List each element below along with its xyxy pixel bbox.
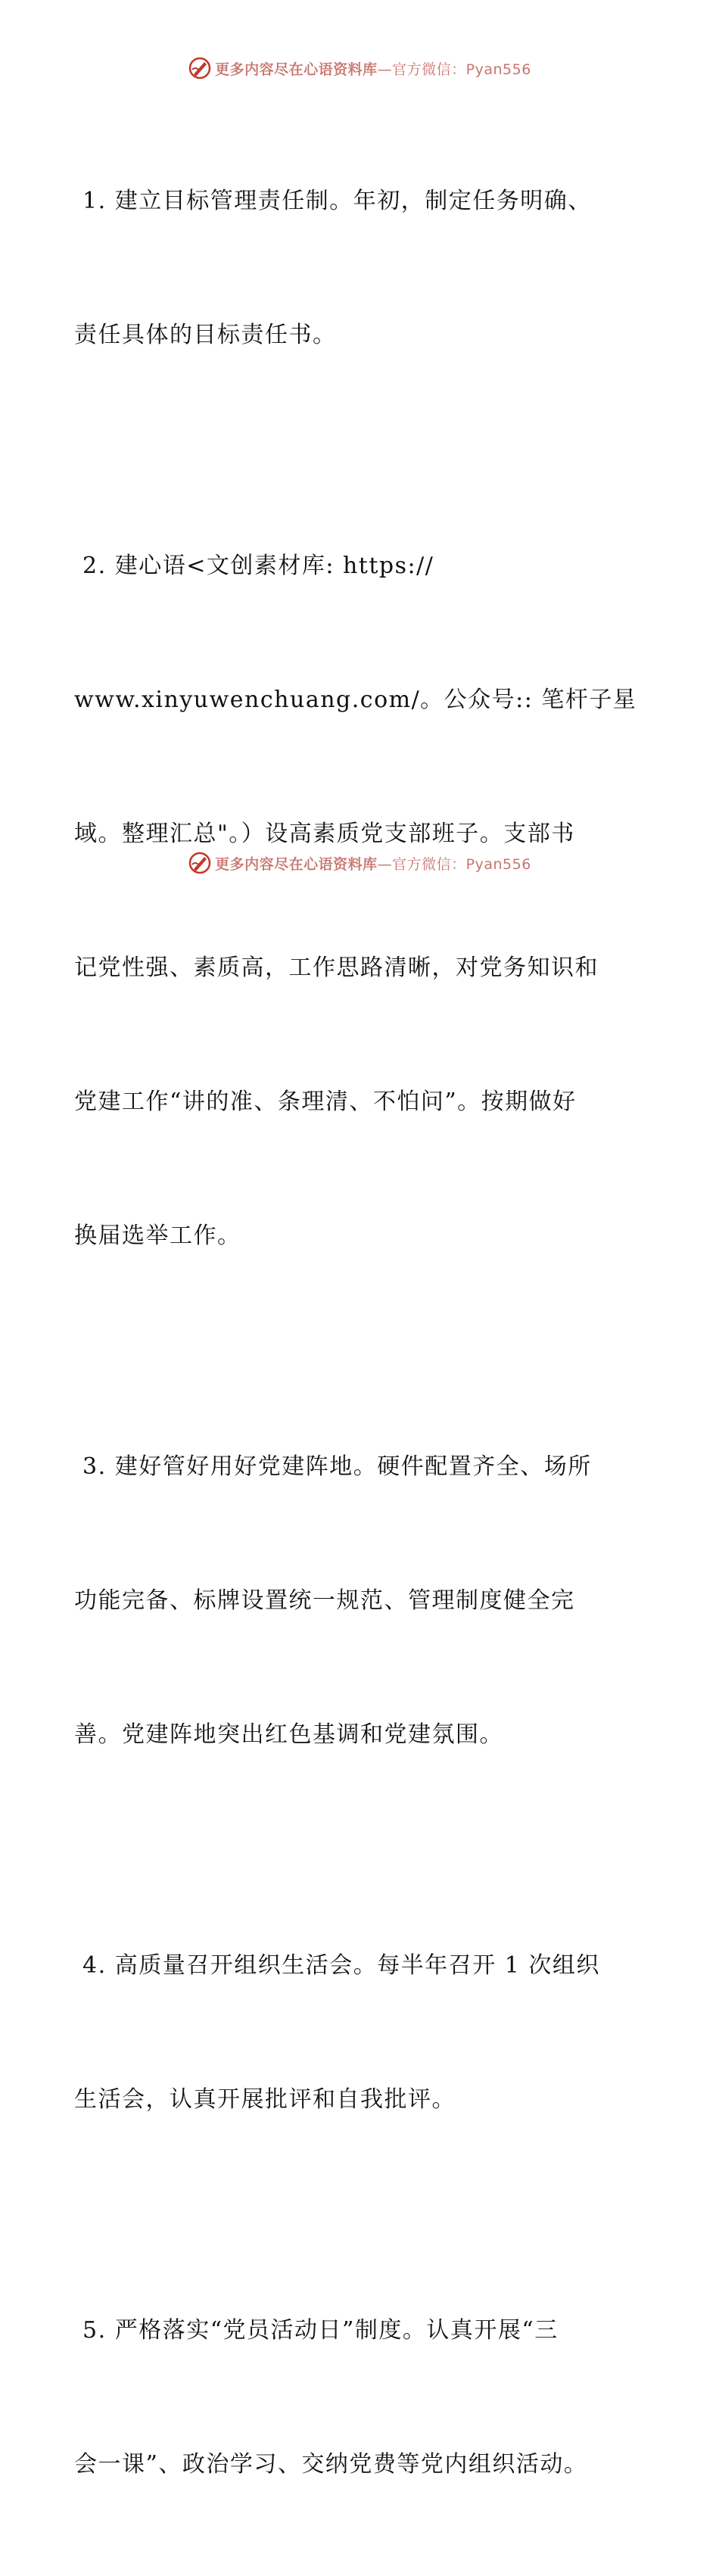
paragraph-line: 责任具体的目标责任书。 (74, 322, 337, 348)
paragraph-line: 善。党建阵地突出红色基调和党建氛围。 (74, 1721, 503, 1748)
paragraph-line: 换届选举工作。 (74, 1223, 241, 1249)
footer-banner-wechat: 官方微信：Pyan556 (392, 855, 531, 873)
paragraph-line: 4. 高质量召开组织生活会。每半年召开 1 次组织 (74, 1952, 600, 1979)
document-body (74, 89, 649, 2576)
footer-banner-sep: — (377, 855, 393, 873)
footer-banner-text (215, 853, 531, 874)
paragraph-line: www.xinyuwenchuang.com/。公众号:: 笔杆子星 (74, 687, 637, 713)
paragraph-line: 生活会，认真开展批评和自我批评。 (74, 2086, 456, 2113)
footer-banner (0, 848, 719, 878)
header-banner-wechat: 官方微信：Pyan556 (392, 61, 531, 78)
paragraph-4 (74, 1854, 649, 2211)
footer-banner-main: 更多内容尽在心语资料库 (215, 855, 378, 873)
paragraph-1 (74, 89, 649, 447)
paragraph-line: 会一课”、政治学习、交纳党费等党内组织活动。 (74, 2451, 588, 2478)
pen-circle-icon (188, 56, 212, 80)
paragraph-line: 5. 严格落实“党员活动日”制度。认真开展“三 (74, 2317, 559, 2344)
paragraph-2 (74, 454, 649, 1347)
header-banner-sep: — (377, 61, 393, 78)
paragraph-line: 3. 建好管好用好党建阵地。硬件配置齐全、场所 (74, 1453, 592, 1480)
header-banner (0, 53, 719, 83)
paragraph-line: 党建工作“讲的准、条理清、不怕问”。按期做好 (74, 1089, 577, 1115)
paragraph-line: 2. 建心语<文创素材库: https:// (74, 553, 434, 579)
pen-circle-icon (188, 851, 212, 875)
paragraph-line: 域。整理汇总"。）设高素质党支部班子。支部书 (74, 821, 575, 847)
header-banner-main: 更多内容尽在心语资料库 (215, 61, 378, 78)
paragraph-3 (74, 1355, 649, 1846)
paragraph-line: 记党性强、素质高，工作思路清晰，对党务知识和 (74, 955, 599, 981)
paragraph-line: 1. 建立目标管理责任制。年初，制定任务明确、 (74, 188, 592, 214)
header-banner-text (215, 58, 531, 79)
paragraph-line: 功能完备、标牌设置统一规范、管理制度健全完 (74, 1587, 575, 1614)
paragraph-5 (74, 2219, 649, 2576)
